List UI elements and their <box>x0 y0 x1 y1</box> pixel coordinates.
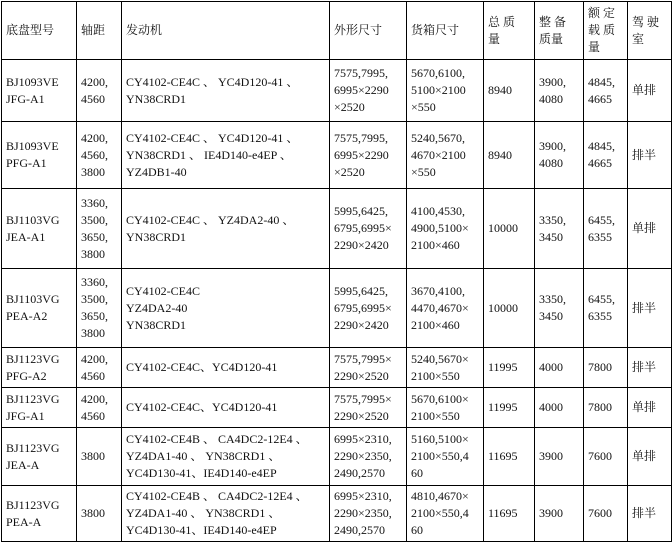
cell-model: BJ1123VG PFG-A2 <box>2 348 77 388</box>
cell-engine: CY4102-CE4C、YC4D120-41 <box>122 348 330 388</box>
cell-rated-load: 4845, 4665 <box>584 60 628 122</box>
cell-total-mass: 10000 <box>484 189 535 269</box>
header-row <box>2 2 672 60</box>
cell-dimensions: 7575,7995, 6995×2290 ×2520 <box>330 122 407 189</box>
header-wheelbase: 轴距 <box>77 2 122 60</box>
table-row <box>2 348 672 388</box>
cell-total-mass: 8940 <box>484 60 535 122</box>
table-row <box>2 189 672 269</box>
chassis-spec-table <box>1 1 672 542</box>
cell-wheelbase: 4200, 4560, 3800 <box>77 122 122 189</box>
cell-engine: CY4102-CE4C 、 YZ4DA2-40 、 YN38CRD1 <box>122 189 330 269</box>
cell-cargo-box: 5240,5670× 2100×550 <box>407 348 484 388</box>
cell-total-mass: 11695 <box>484 428 535 486</box>
cell-engine: CY4102-CE4C、YC4D120-41 <box>122 388 330 428</box>
cell-cargo-box: 5670,6100, 5100×2100 ×550 <box>407 60 484 122</box>
cell-wheelbase: 3360, 3500, 3650, 3800 <box>77 269 122 348</box>
cell-curb-mass: 3900, 4080 <box>535 122 584 189</box>
cell-engine: CY4102-CE4C YZ4DA2-40 YN38CRD1 <box>122 269 330 348</box>
cell-rated-load: 7800 <box>584 388 628 428</box>
cell-model: BJ1123VG PEA-A <box>2 486 77 542</box>
cell-total-mass: 10000 <box>484 269 535 348</box>
cell-cargo-box: 5240,5670, 4670×2100 ×550 <box>407 122 484 189</box>
cell-model: BJ1093VE JFG-A1 <box>2 60 77 122</box>
table-row <box>2 60 672 122</box>
cell-curb-mass: 3900 <box>535 428 584 486</box>
header-rated-load: 额 定 载 质 量 <box>584 2 628 60</box>
cell-rated-load: 7800 <box>584 348 628 388</box>
cell-rated-load: 4845, 4665 <box>584 122 628 189</box>
cell-cab: 单排 <box>628 189 672 269</box>
cell-cab: 单排 <box>628 388 672 428</box>
table-row <box>2 388 672 428</box>
cell-model: BJ1123VG JEA-A <box>2 428 77 486</box>
cell-curb-mass: 3350, 3450 <box>535 269 584 348</box>
cell-wheelbase: 3360, 3500, 3650, 3800 <box>77 189 122 269</box>
table-row <box>2 486 672 542</box>
cell-wheelbase: 3800 <box>77 428 122 486</box>
cell-dimensions: 5995,6425, 6795,6995× 2290×2420 <box>330 269 407 348</box>
cell-cab: 排半 <box>628 486 672 542</box>
cell-cargo-box: 4810,4670× 2100×550,4 60 <box>407 486 484 542</box>
cell-curb-mass: 4000 <box>535 348 584 388</box>
cell-cab: 单排 <box>628 60 672 122</box>
cell-cargo-box: 4100,4530, 4900,5100× 2100×460 <box>407 189 484 269</box>
cell-wheelbase: 4200, 4560 <box>77 388 122 428</box>
cell-rated-load: 6455, 6355 <box>584 269 628 348</box>
header-model: 底盘型号 <box>2 2 77 60</box>
cell-engine: CY4102-CE4C 、 YC4D120-41 、 YN38CRD1 <box>122 60 330 122</box>
table-row <box>2 269 672 348</box>
cell-total-mass: 11695 <box>484 486 535 542</box>
cell-wheelbase: 4200, 4560 <box>77 60 122 122</box>
table-row <box>2 122 672 189</box>
cell-engine: CY4102-CE4B 、 CA4DC2-12E4 、 YZ4DA1-40 、 YN38CRD1 、 YC4D130-41、IE4D140-e4EP <box>122 486 330 542</box>
cell-rated-load: 7600 <box>584 428 628 486</box>
header-curb-mass: 整 备 质量 <box>535 2 584 60</box>
cell-cargo-box: 3670,4100, 4470,4670× 2100×460 <box>407 269 484 348</box>
cell-dimensions: 7575,7995× 2290×2520 <box>330 348 407 388</box>
cell-cab: 单排 <box>628 428 672 486</box>
cell-wheelbase: 3800 <box>77 486 122 542</box>
cell-total-mass: 11995 <box>484 388 535 428</box>
cell-total-mass: 11995 <box>484 348 535 388</box>
cell-engine: CY4102-CE4C 、 YC4D120-41 、 YN38CRD1 、 IE4D140-e4EP 、 YZ4DB1-40 <box>122 122 330 189</box>
cell-engine: CY4102-CE4B 、 CA4DC2-12E4 、 YZ4DA1-40 、 YN38CRD1 、 YC4D130-41、IE4D140-e4EP <box>122 428 330 486</box>
cell-model: BJ1103VG PEA-A2 <box>2 269 77 348</box>
cell-curb-mass: 3900 <box>535 486 584 542</box>
cell-curb-mass: 4000 <box>535 388 584 428</box>
cell-dimensions: 5995,6425, 6795,6995× 2290×2420 <box>330 189 407 269</box>
cell-cab: 排半 <box>628 269 672 348</box>
cell-dimensions: 6995×2310, 2290×2350, 2490,2570 <box>330 486 407 542</box>
cell-cargo-box: 5160,5100× 2100×550,4 60 <box>407 428 484 486</box>
cell-curb-mass: 3350, 3450 <box>535 189 584 269</box>
header-engine: 发动机 <box>122 2 330 60</box>
cell-rated-load: 7600 <box>584 486 628 542</box>
header-dimensions: 外形尺寸 <box>330 2 407 60</box>
header-cargo-box: 货箱尺寸 <box>407 2 484 60</box>
cell-wheelbase: 4200, 4560 <box>77 348 122 388</box>
header-total-mass: 总 质 量 <box>484 2 535 60</box>
cell-dimensions: 7575,7995, 6995×2290 ×2520 <box>330 60 407 122</box>
cell-cab: 排半 <box>628 122 672 189</box>
table-row <box>2 428 672 486</box>
cell-model: BJ1093VE PFG-A1 <box>2 122 77 189</box>
cell-dimensions: 6995×2310, 2290×2350, 2490,2570 <box>330 428 407 486</box>
cell-rated-load: 6455, 6355 <box>584 189 628 269</box>
cell-model: BJ1103VG JEA-A1 <box>2 189 77 269</box>
cell-model: BJ1123VG JFG-A1 <box>2 388 77 428</box>
cell-dimensions: 7575,7995× 2290×2520 <box>330 388 407 428</box>
cell-total-mass: 8940 <box>484 122 535 189</box>
cell-cargo-box: 5670,6100× 2100×550 <box>407 388 484 428</box>
cell-cab: 排半 <box>628 348 672 388</box>
header-cab: 驾 驶 室 <box>628 2 672 60</box>
cell-curb-mass: 3900, 4080 <box>535 60 584 122</box>
